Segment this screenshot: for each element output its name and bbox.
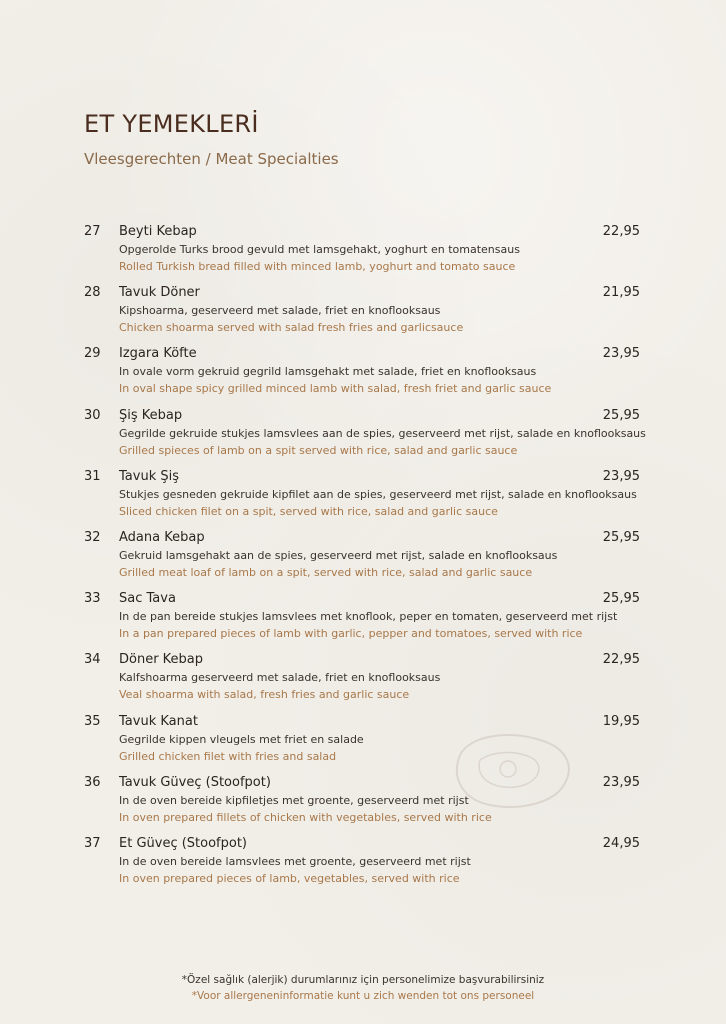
menu-item — [84, 224, 644, 285]
item-description-en: In a pan prepared pieces of lamb with garlic, pepper and tomatoes, served with rice — [119, 627, 583, 641]
item-description-en: In oval shape spicy grilled minced lamb with salad, fresh friet and garlic sauce — [119, 382, 552, 396]
item-name: Tavuk Döner — [119, 285, 200, 301]
page-subtitle: Vleesgerechten / Meat Specialties — [84, 150, 339, 168]
item-name: Adana Kebap — [119, 529, 205, 545]
item-name: Şiş Kebap — [119, 407, 183, 423]
allergen-notice — [0, 972, 726, 1004]
item-name: Et Güveç (Stoofpot) — [119, 835, 248, 851]
item-description-en: In oven prepared pieces of lamb, vegetables, served with rice — [119, 871, 460, 885]
item-name: Tavuk Güveç (Stoofpot) — [119, 774, 271, 790]
item-price: 25,95 — [602, 407, 640, 423]
item-number: 34 — [84, 652, 101, 668]
item-price: 23,95 — [602, 774, 640, 790]
item-description-en: Chicken shoarma served with salad fresh fries and garlicsauce — [119, 321, 464, 335]
item-number: 27 — [84, 224, 101, 239]
item-name: Döner Kebap — [119, 652, 204, 668]
item-price: 19,95 — [602, 713, 640, 729]
item-description-en: Grilled meat loaf of lamb on a spit, served with rice, salad and garlic sauce — [119, 565, 533, 579]
menu-item — [84, 591, 644, 652]
item-number: 32 — [84, 529, 101, 545]
item-description-nl: Gegrilde gekruide stukjes lamsvlees aan de spies, geserveerd met rijst, salade en knoflooksaus — [119, 426, 646, 440]
item-description-nl: Stukjes gesneden gekruide kipfilet aan de spies, geserveerd met rijst, salade en knoflooksaus — [119, 487, 637, 501]
item-name: Sac Tava — [119, 591, 176, 607]
item-price: 25,95 — [602, 591, 640, 607]
item-description-nl: In ovale vorm gekruid gegrild lamsgehakt met salade, friet en knoflooksaus — [119, 365, 537, 379]
item-description-en: In oven prepared fillets of chicken with vegetables, served with rice — [119, 810, 492, 824]
menu-item — [84, 469, 644, 530]
item-description-nl: Kalfshoarma geserveerd met salade, friet en knoflooksaus — [119, 671, 441, 685]
item-description-en: Sliced chicken filet on a spit, served with rice, salad and garlic sauce — [119, 504, 498, 518]
item-description-nl: In de oven bereide kipfiletjes met groente, geserveerd met rijst — [119, 793, 469, 807]
item-number: 29 — [84, 346, 101, 362]
item-description-nl: Gekruid lamsgehakt aan de spies, geserveerd met rijst, salade en knoflooksaus — [119, 548, 558, 562]
item-number: 31 — [84, 468, 101, 484]
item-description-nl: Gegrilde kippen vleugels met friet en salade — [119, 732, 364, 746]
item-price: 24,95 — [602, 835, 640, 851]
item-number: 28 — [84, 285, 101, 301]
menu-item — [84, 652, 644, 713]
menu-item — [84, 836, 644, 897]
item-name: Beyti Kebap — [119, 224, 197, 239]
allergen-notice-nl: *Voor allergeneninformatie kunt u zich wenden tot ons personeel — [191, 990, 535, 1002]
page-title: ET YEMEKLERİ — [84, 110, 259, 138]
item-price: 23,95 — [602, 468, 640, 484]
item-description-en: Rolled Turkish bread filled with minced lamb, yoghurt and tomato sauce — [119, 260, 516, 273]
item-description-en: Grilled spieces of lamb on a spit served with rice, salad and garlic sauce — [119, 443, 518, 457]
item-price: 23,95 — [602, 346, 640, 362]
item-description-en: Grilled chicken filet with fries and salad — [119, 749, 337, 763]
menu-item — [84, 530, 644, 591]
item-description-nl: Opgerolde Turks brood gevuld met lamsgehakt, yoghurt en tomatensaus — [119, 243, 520, 256]
item-description-nl: In de oven bereide lamsvlees met groente, geserveerd met rijst — [119, 854, 471, 868]
item-price: 21,95 — [602, 285, 640, 301]
item-description-nl: In de pan bereide stukjes lamsvlees met knoflook, peper en tomaten, geserveerd met rijst — [119, 610, 618, 624]
item-description-en: Veal shoarma with salad, fresh fries and garlic sauce — [119, 688, 410, 702]
item-price: 22,95 — [602, 224, 640, 239]
item-price: 25,95 — [602, 529, 640, 545]
item-name: Izgara Köfte — [119, 346, 197, 362]
menu-item — [84, 346, 644, 407]
menu-list — [84, 224, 644, 897]
item-number: 30 — [84, 407, 101, 423]
item-number: 35 — [84, 713, 101, 729]
item-number: 33 — [84, 591, 101, 607]
item-number: 36 — [84, 774, 101, 790]
allergen-notice-tr: *Özel sağlık (alerjik) durumlarınız için personelimize başvurabilirsiniz — [181, 974, 545, 986]
item-number: 37 — [84, 835, 101, 851]
item-description-nl: Kipshoarma, geserveerd met salade, friet en knoflooksaus — [119, 304, 441, 318]
menu-item — [84, 285, 644, 346]
menu-item — [84, 775, 644, 836]
item-name: Tavuk Kanat — [119, 713, 198, 729]
menu-item — [84, 714, 644, 775]
menu-item — [84, 408, 644, 469]
item-name: Tavuk Şiş — [119, 468, 179, 484]
item-price: 22,95 — [602, 652, 640, 668]
